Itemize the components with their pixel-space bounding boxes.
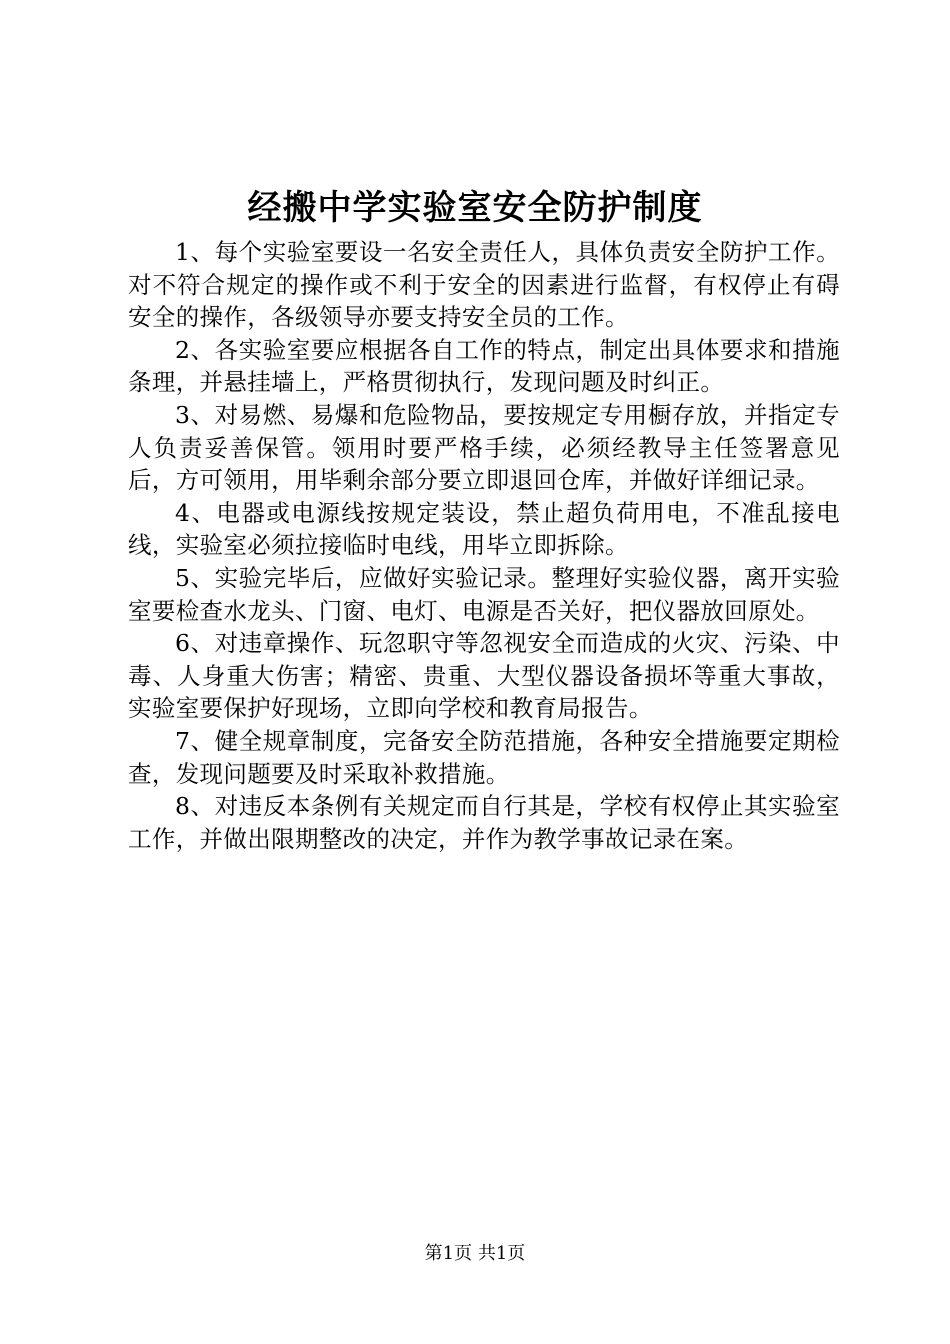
paragraph-6: 6、对违章操作、玩忽职守等忽视安全而造成的火灾、污染、中毒、人身重大伤害；精密、贵重、大型仪器设备损坏等重大事故，实验室要保护好现场，立即向学校和教育局报告。 — [128, 629, 840, 723]
document-body — [128, 236, 840, 855]
paragraph-1: 1、每个实验室要设一名安全责任人，具体负责安全防护工作。对不符合规定的操作或不利于安全的因素进行监督，有权停止有碍安全的操作，各级领导亦要支持安全员的工作。 — [128, 238, 840, 332]
paragraph-7: 7、健全规章制度，完备安全防范措施，各种安全措施要定期检查，发现问题要及时采取补救措施。 — [128, 726, 840, 788]
paragraph-3: 3、对易燃、易爆和危险物品，要按规定专用橱存放，并指定专人负责妥善保管。领用时要严格手续，必须经教导主任签署意见后，方可领用，用毕剩余部分要立即退回仓库，并做好详细记录。 — [128, 400, 840, 495]
paragraph-8: 8、对违反本条例有关规定而自行其是，学校有权停止其实验室工作，并做出限期整改的决定，并作为教学事故记录在案。 — [128, 792, 840, 853]
paragraph-4: 4、电器或电源线按规定装设，禁止超负荷用电，不准乱接电线，实验室必须拉接临时电线，用毕立即拆除。 — [128, 498, 840, 560]
paragraph-2: 2、各实验室要应根据各自工作的特点，制定出具体要求和措施条理，并悬挂墙上，严格贯彻执行，发现问题及时纠正。 — [128, 335, 840, 397]
paragraph-5: 5、实验完毕后，应做好实验记录。整理好实验仪器，离开实验室要检查水龙头、门窗、电灯、电源是否关好，把仪器放回原处。 — [128, 563, 840, 625]
document-title: 经搬中学实验室安全防护制度 — [247, 188, 703, 228]
page-footer: 第1页 共1页 — [424, 1243, 526, 1264]
